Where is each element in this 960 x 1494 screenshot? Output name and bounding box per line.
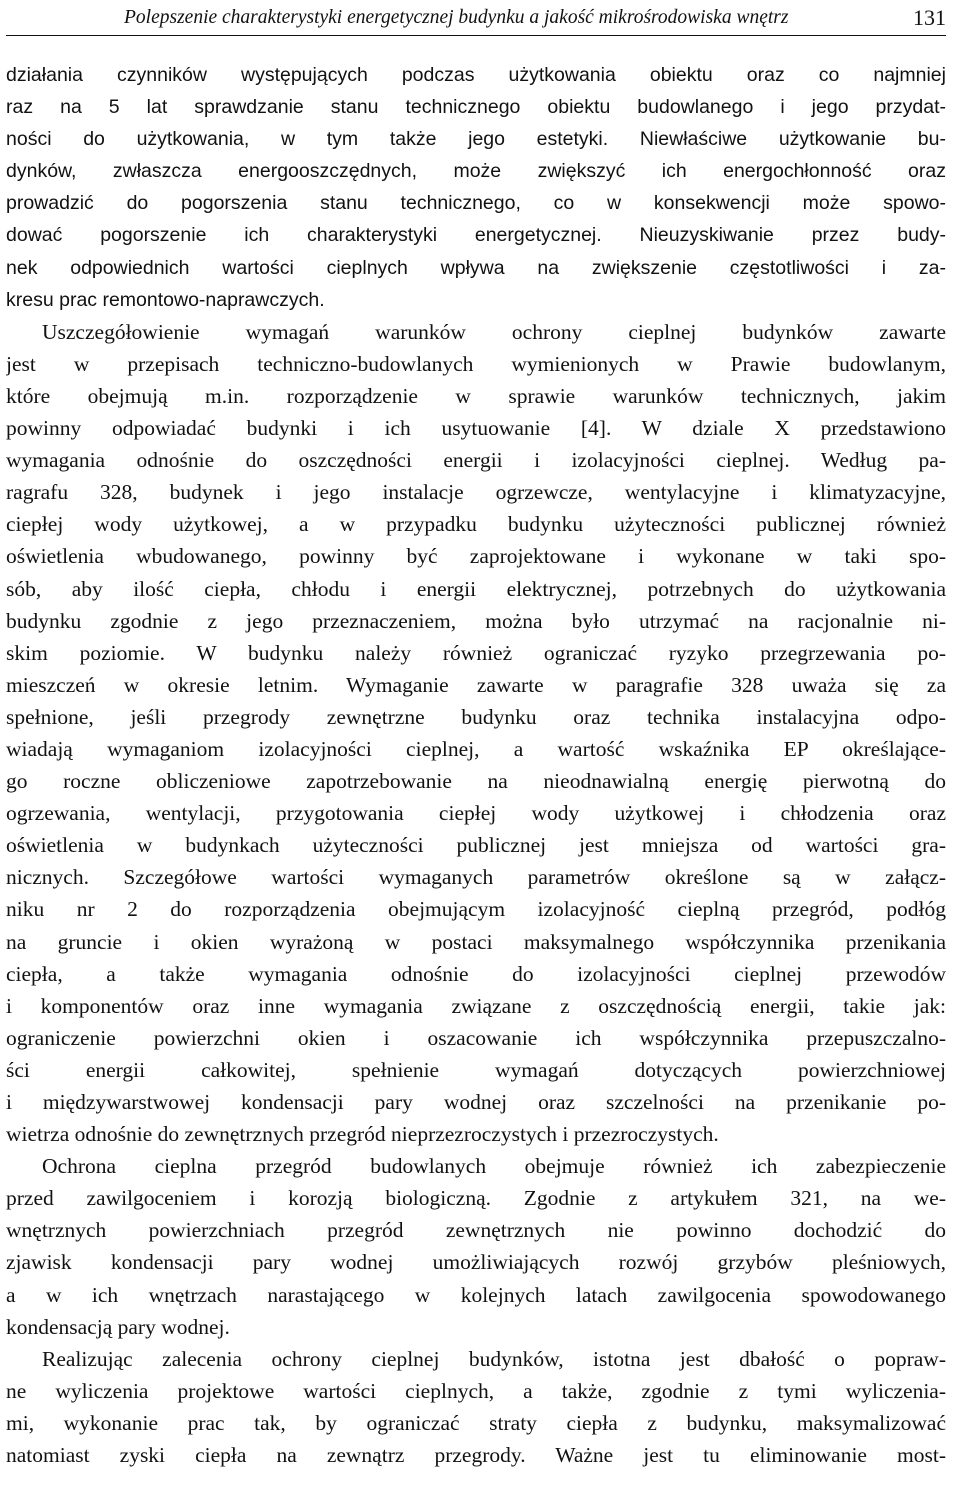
text-line: nicznych. Szczegółowe wartości wymaganych parametrów określone są w załącz- [6, 865, 946, 890]
text-line: ragrafu 328, budynek i jego instalacje ogrzewcze, wentylacyjne i klimatyzacyjne, [6, 480, 946, 505]
text-line: zjawisk kondensacji pary wodnej umożliwiających rozwój grzybów pleśniowych, [6, 1250, 946, 1275]
page-number: 131 [913, 5, 946, 30]
text-line: na gruncie i okien wyrażoną w postaci maksymalnego współczynnika przenikania [6, 929, 946, 954]
text-line: mi, wykonanie prac tak, by ograniczać straty ciepła z budynku, maksymalizować [6, 1410, 946, 1435]
text-line: Realizując zalecenia ochrony cieplnej budynków, istotna jest dbałość o popraw- [42, 1346, 946, 1371]
text-line: ciepła, a także wymagania odnośnie do izolacyjności cieplnej przewodów [6, 961, 946, 986]
text-line: ciepłej wody użytkowej, a w przypadku budynku użyteczności publicznej również [6, 512, 946, 537]
text-line: nek odpowiednich wartości cieplnych wpływa na zwiększenie częstotliwości i za- [6, 256, 946, 279]
text-line: go roczne obliczeniowe zapotrzebowanie na nieodnawialną energię pierwotną do [6, 769, 946, 794]
text-line: wnętrznych powierzchniach przegród zewnętrznych nie powinno dochodzić do [6, 1218, 946, 1243]
text-line: powinny odpowiadać budynki i ich usytuowanie [4]. W dziale X przedstawiono [6, 416, 946, 441]
text-line: natomiast zyski ciepła na zewnątrz przegrody. Ważne jest tu eliminowanie most- [6, 1443, 946, 1468]
text-line: i międzywarstwowej kondensacji pary wodnej oraz szczelności na przenikanie po- [6, 1090, 946, 1114]
text-line: ści energii całkowitej, spełnienie wymagań dotyczących powierzchniowej [6, 1057, 946, 1082]
text-line: jest w przepisach techniczno-budowlanych wymienionych w Prawie budowlanym, [6, 351, 946, 376]
text-line: wymagania odnośnie do oszczędności energii i izolacyjności cieplnej. Według pa- [6, 448, 946, 473]
text-line: dynków, zwłaszcza energooszczędnych, może zwiększyć ich energochłonność oraz [6, 160, 946, 183]
text-line: oświetlenia wbudowanego, powinny być zaprojektowane i wykonane w taki spo- [6, 544, 946, 569]
body-text [6, 59, 946, 1471]
text-line: mieszczeń w okresie letnim. Wymaganie zawarte w paragrafie 328 uważa się za [6, 672, 946, 697]
text-line: dować pogorszenie ich charakterystyki energetycznej. Nieuzyskiwanie przez budy- [6, 224, 946, 247]
text-line: budynku zgodnie z jego przeznaczeniem, można było utrzymać na racjonalnie ni- [6, 608, 946, 633]
text-line: skim poziomie. W budynku należy również ograniczać ryzyko przegrzewania po- [6, 640, 946, 665]
text-line: oświetlenia w budynkach użyteczności publicznej jest mniejsza od wartości gra- [6, 833, 946, 858]
text-line: i komponentów oraz inne wymagania związane z oszczędnością energii, takie jak: [6, 993, 946, 1018]
page-header [6, 4, 946, 32]
text-line: ności do użytkowania, w tym także jego estetyki. Niewłaściwe użytkowanie bu- [6, 128, 946, 151]
text-line: spełnione, jeśli przegrody zewnętrzne budynku oraz technika instalacyjna odpo- [6, 704, 946, 729]
text-line: wietrza odnośnie do zewnętrznych przegród nieprzezroczystych i przezroczystych. [6, 1122, 719, 1147]
text-line: kresu prac remontowo-naprawczych. [6, 288, 325, 311]
text-line: raz na 5 lat sprawdzanie stanu technicznego obiektu budowlanego i jego przydat- [6, 96, 946, 119]
header-rule [6, 35, 946, 36]
text-line: a w ich wnętrzach narastającego w kolejnych latach zawilgocenia spowodowanego [6, 1282, 946, 1307]
text-line: ogrzewania, wentylacji, przygotowania ciepłej wody użytkowej i chłodzenia oraz [6, 801, 946, 826]
text-line: prowadzić do pogorszenia stanu technicznego, co w konsekwencji może spowo- [6, 192, 946, 215]
text-line: sób, aby ilość ciepła, chłodu i energii elektrycznej, potrzebnych do użytkowania [6, 576, 946, 601]
text-line: wiadają wymaganiom izolacyjności cieplnej, a wartość wskaźnika EP określające- [6, 736, 946, 761]
running-title: Polepszenie charakterystyki energetycznej budynku a jakość mikrośrodowiska wnętrz [124, 7, 789, 28]
text-line: Ochrona cieplna przegród budowlanych obejmuje również ich zabezpieczenie [42, 1154, 946, 1179]
text-line: Uszczegółowienie wymagań warunków ochrony cieplnej budynków zawarte [42, 319, 946, 344]
text-line: ograniczenie powierzchni okien i oszacowanie ich współczynnika przepuszczalno- [6, 1025, 946, 1050]
text-line: przed zawilgoceniem i korozją biologiczną. Zgodnie z artykułem 321, na we- [6, 1186, 946, 1211]
text-line: które obejmują m.in. rozporządzenie w sprawie warunków technicznych, jakim [6, 383, 946, 408]
text-line: niku nr 2 do rozporządzenia obejmującym izolacyjność cieplną przegród, podłóg [6, 897, 946, 922]
text-line: kondensacją pary wodnej. [6, 1314, 230, 1339]
text-line: ne wyliczenia projektowe wartości cieplnych, a także, zgodnie z tymi wyliczenia- [6, 1378, 946, 1403]
text-line: działania czynników występujących podczas użytkowania obiektu oraz co najmniej [6, 64, 946, 86]
